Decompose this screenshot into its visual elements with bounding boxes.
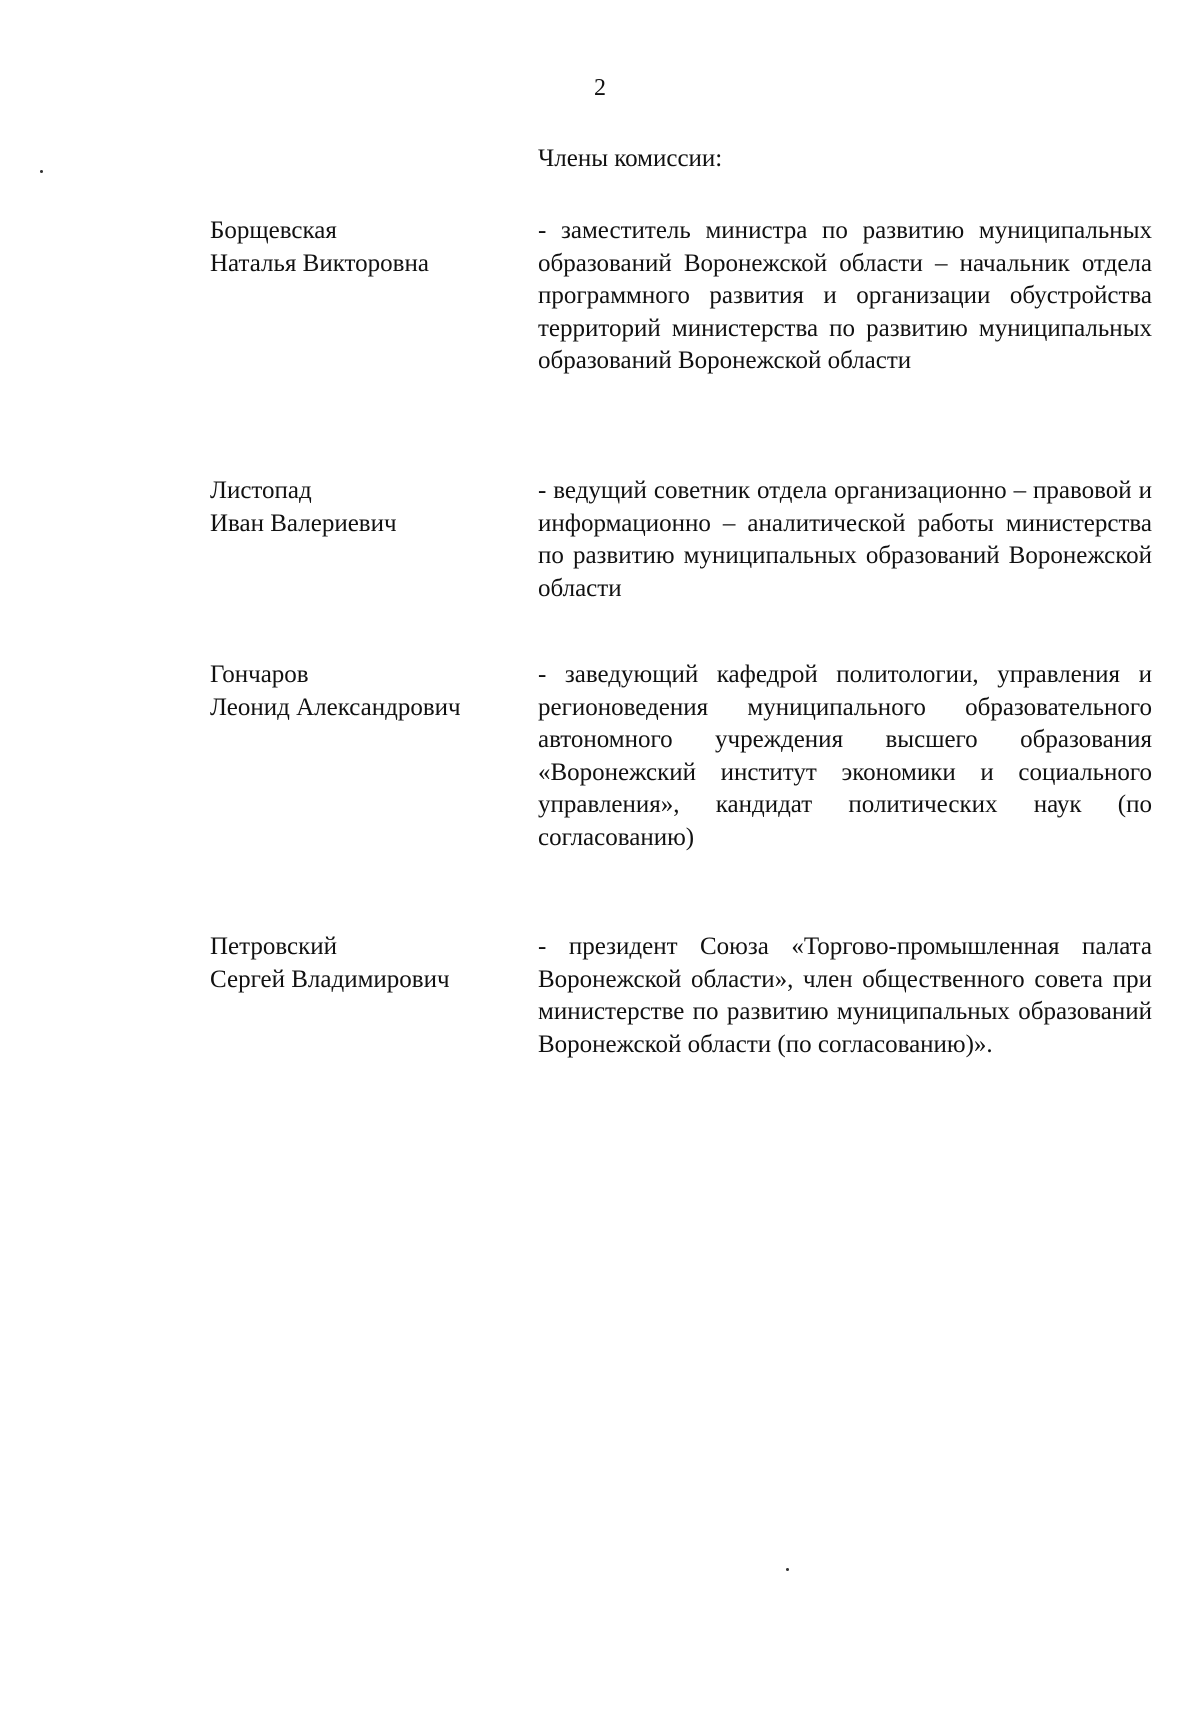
member-name — [210, 659, 530, 724]
member-name — [210, 931, 530, 996]
member-surname: Листопад — [210, 477, 312, 504]
member-surname: Борщевская — [210, 217, 337, 244]
member-role: - ведущий советник отдела организационно – правовой и информационно – аналитической работы министерства по развитию муниципальных образований Воронежской области — [538, 477, 1152, 602]
member-given-names: Леонид Александрович — [210, 693, 461, 721]
member-role: - президент Союза «Торгово-промышленная палата Воронежской области», член общественного совета при министерстве по развитию муниципальных образований Воронежской области (по согласованию)». — [538, 933, 1152, 1058]
section-heading: Члены комиссии: — [538, 145, 723, 172]
member-name — [210, 215, 530, 280]
member-name — [210, 475, 530, 540]
member-role: - заместитель министра по развитию муниципальных образований Воронежской области – начальник отдела программного развития и организации обустройства территорий министерства по развитию муниципальных образований Воронежской области — [538, 217, 1152, 374]
scan-speck — [40, 170, 43, 173]
member-surname: Гончаров — [210, 661, 309, 688]
member-given-names: Сергей Владимирович — [210, 965, 450, 993]
member-surname: Петровский — [210, 933, 338, 960]
page-number: 2 — [594, 75, 606, 101]
member-given-names: Иван Валериевич — [210, 509, 397, 537]
member-role: - заведующий кафедрой политологии, управления и регионоведения муниципального образовательного автономного учреждения высшего образования «Воронежский институт экономики и социального управления», кандидат политических наук (по согласованию) — [538, 661, 1152, 851]
scan-speck — [786, 1568, 789, 1571]
member-given-names: Наталья Викторовна — [210, 249, 429, 277]
